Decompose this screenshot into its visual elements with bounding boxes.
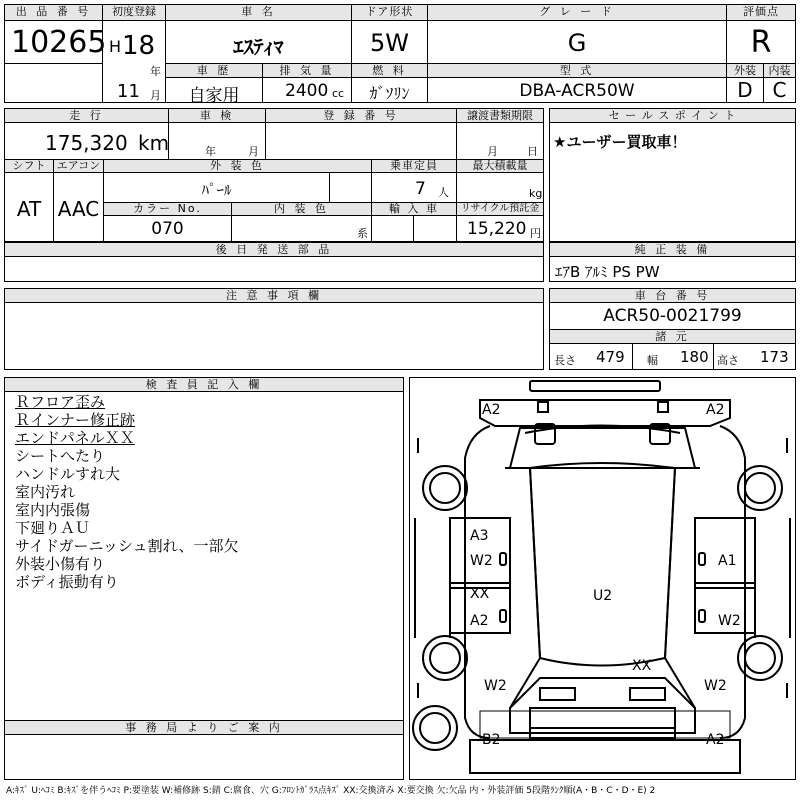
damage-mark: XX bbox=[632, 658, 652, 674]
fuel-value: ｶﾞｿﾘﾝ bbox=[369, 84, 410, 103]
month-unit: 月 bbox=[150, 89, 161, 102]
year-unit: 年 bbox=[150, 65, 161, 78]
sales-point-header: セ ー ル ス ポ イ ン ト bbox=[550, 109, 795, 123]
interior-header: 内装 bbox=[764, 64, 795, 78]
score-value: R bbox=[750, 25, 772, 60]
damage-mark: A2 bbox=[706, 732, 725, 748]
shift-value: AT bbox=[16, 197, 42, 221]
first-reg-header: 初度登録 bbox=[103, 5, 165, 21]
car-damage-diagram bbox=[409, 377, 796, 780]
inspection-month-unit: 月 bbox=[248, 145, 259, 158]
caution-header: 注 意 事 項 欄 bbox=[5, 289, 543, 303]
reg-no-header: 登 録 番 号 bbox=[266, 109, 456, 123]
model-header: 型 式 bbox=[428, 64, 726, 78]
recycle-value: 15,220 bbox=[467, 219, 527, 239]
grade-value: G bbox=[567, 29, 587, 57]
fuel-header: 燃 料 bbox=[352, 64, 427, 78]
damage-mark: W2 bbox=[704, 678, 727, 694]
interior-color-unit: 系 bbox=[357, 227, 368, 240]
era: H bbox=[109, 37, 122, 56]
chassis-header: 車 台 番 号 bbox=[550, 289, 795, 303]
sales-point-block bbox=[549, 108, 796, 242]
damage-mark: W2 bbox=[484, 678, 507, 694]
mileage-unit: km bbox=[138, 131, 170, 155]
car-name-header: 車 名 bbox=[166, 5, 351, 21]
displacement-unit: cc bbox=[332, 87, 345, 100]
inspector-line: エンドパネルＸＸ bbox=[15, 429, 135, 447]
load-unit: kg bbox=[529, 187, 543, 200]
inspector-block bbox=[4, 377, 404, 780]
transfer-header: 譲渡書類期限 bbox=[457, 109, 543, 123]
color-no-header: カラー No. bbox=[104, 203, 231, 216]
damage-mark: B2 bbox=[482, 732, 501, 748]
damage-mark: XX bbox=[470, 586, 490, 602]
mileage-header: 走 行 bbox=[5, 109, 168, 123]
inspector-line: 外装小傷有り bbox=[15, 555, 106, 573]
mileage-value: 175,320 bbox=[45, 131, 128, 155]
color-header: 外 装 色 bbox=[104, 160, 371, 173]
inspector-line: 下廻りＡＵ bbox=[15, 519, 91, 537]
transfer-day-unit: 日 bbox=[527, 145, 538, 158]
width-label: 幅 bbox=[647, 354, 658, 367]
later-parts-header: 後 日 発 送 部 品 bbox=[5, 243, 543, 257]
inspector-line: Ｒフロア歪み bbox=[15, 393, 106, 411]
exterior-value: D bbox=[737, 78, 753, 102]
grade-header: グ レ ー ド bbox=[428, 5, 726, 21]
caution-block bbox=[4, 288, 544, 370]
lot-no-header: 出 品 番 号 bbox=[5, 5, 102, 21]
sales-point-text: ★ユーザー買取車！ bbox=[553, 133, 687, 151]
vehicle-detail-block bbox=[4, 108, 544, 242]
ac-header: エアコン bbox=[54, 160, 103, 173]
door-header: ドア形状 bbox=[352, 5, 427, 21]
shift-header: シフト bbox=[5, 160, 53, 173]
lot-number: 10265 bbox=[11, 25, 107, 60]
damage-mark: A2 bbox=[706, 402, 725, 418]
inspector-line: 室内内張傷 bbox=[15, 501, 91, 519]
damage-mark: A3 bbox=[470, 528, 489, 544]
inspection-header: 車 検 bbox=[169, 109, 265, 123]
transfer-month-unit: 月 bbox=[487, 145, 498, 158]
history-value: 自家用 bbox=[188, 86, 240, 106]
genuine-value: ｴｱB ｱﾙﾐ PS PW bbox=[555, 263, 660, 281]
inspector-header: 検 査 員 記 入 欄 bbox=[5, 378, 403, 392]
interior-color-header: 内 装 色 bbox=[232, 203, 371, 216]
later-parts-block bbox=[4, 242, 544, 282]
inspector-line: 室内汚れ bbox=[15, 483, 76, 501]
header-block bbox=[4, 4, 796, 106]
length-value: 479 bbox=[596, 348, 625, 366]
door-type: 5W bbox=[370, 29, 409, 57]
model-value: DBA-ACR50W bbox=[519, 81, 635, 101]
history-header: 車 歴 bbox=[166, 64, 262, 78]
inspector-line: ボディ振動有り bbox=[15, 573, 119, 591]
color-no-value: 070 bbox=[151, 219, 184, 239]
inspector-line: シートへたり bbox=[15, 447, 106, 465]
genuine-equipment-block bbox=[549, 242, 796, 282]
interior-value: C bbox=[772, 78, 787, 102]
height-label: 高さ bbox=[717, 354, 739, 367]
damage-mark: A2 bbox=[482, 402, 501, 418]
car-name: ｴｽﾃｨﾏ bbox=[233, 35, 284, 59]
damage-mark: W2 bbox=[718, 613, 741, 629]
chassis-block bbox=[549, 288, 796, 370]
capacity-value: 7 bbox=[415, 179, 426, 199]
legend: A:ｷｽﾞ U:ﾍｺﾐ B:ｷｽﾞを伴うﾍｺﾐ P:要塗装 W:補修跡 S:錆 C:腐食、穴 G:ﾌﾛﾝﾄｶﾞﾗｽ点ｷｽﾞ XX:交換済み X:要交換 欠:欠品 内・外装評価 5段階ﾗﾝｸ順(A・B・C・D・E) 2 bbox=[6, 786, 656, 796]
recycle-header: リサイクル預託金 bbox=[457, 203, 543, 216]
exterior-header: 外装 bbox=[727, 64, 763, 78]
damage-mark: A2 bbox=[470, 613, 489, 629]
damage-mark: U2 bbox=[593, 588, 613, 604]
first-reg-month: 11 bbox=[117, 81, 140, 102]
inspector-line: サイドガーニッシュ割れ、一部欠 bbox=[15, 537, 239, 555]
ac-value: AAC bbox=[57, 197, 100, 221]
car-outline bbox=[410, 378, 795, 779]
color-value: ﾊﾟｰﾙ bbox=[201, 181, 232, 199]
inspection-year-unit: 年 bbox=[205, 145, 216, 158]
damage-mark: A1 bbox=[718, 553, 737, 569]
displacement-header: 排 気 量 bbox=[263, 64, 351, 78]
genuine-header: 純 正 装 備 bbox=[550, 243, 795, 257]
capacity-unit: 人 bbox=[438, 186, 449, 199]
dims-header: 諸 元 bbox=[550, 329, 795, 344]
score-header: 評価点 bbox=[727, 5, 795, 21]
damage-mark: W2 bbox=[470, 553, 493, 569]
inspector-line: Ｒインナー修正跡 bbox=[15, 411, 136, 429]
chassis-number: ACR50-0021799 bbox=[603, 306, 742, 326]
recycle-unit: 円 bbox=[530, 227, 541, 240]
displacement-value: 2400 bbox=[285, 81, 329, 101]
first-reg-year: 18 bbox=[122, 31, 156, 61]
height-value: 173 bbox=[760, 348, 789, 366]
load-header: 最大積載量 bbox=[457, 160, 543, 173]
length-label: 長さ bbox=[554, 354, 576, 367]
width-value: 180 bbox=[680, 348, 709, 366]
inspector-line: ハンドルすれ大 bbox=[15, 465, 121, 483]
capacity-header: 乗車定員 bbox=[372, 160, 456, 173]
import-header: 輸 入 車 bbox=[372, 203, 456, 216]
office-header: 事 務 局 よ り ご 案 内 bbox=[5, 720, 403, 735]
